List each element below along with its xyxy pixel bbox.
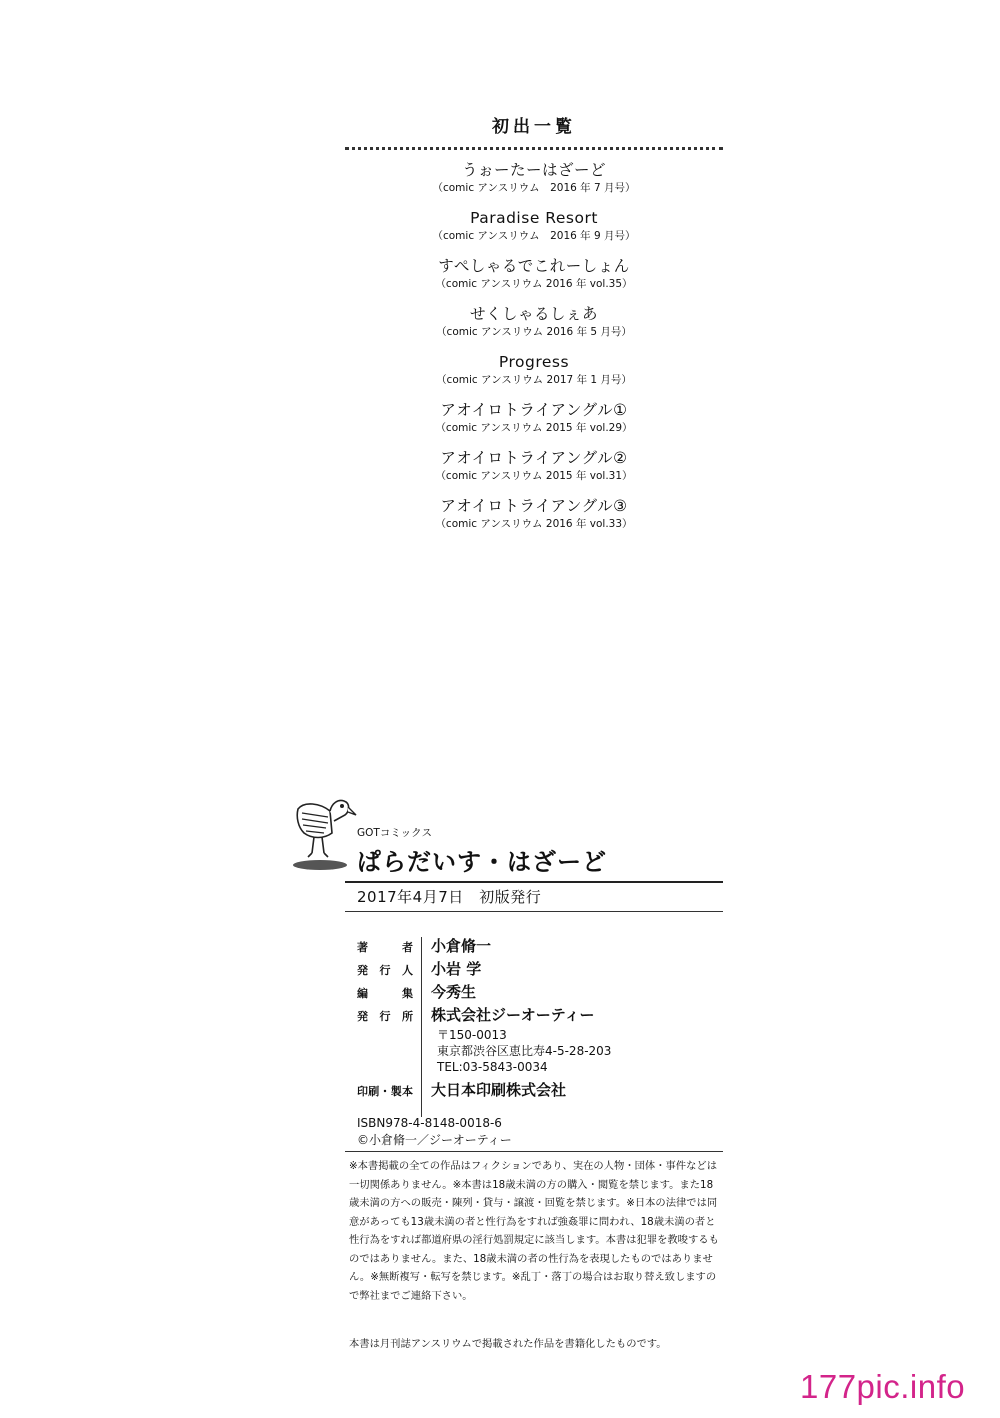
isbn-block xyxy=(357,1115,512,1149)
toc-entry-title: アオイロトライアングル② xyxy=(440,449,628,467)
toc-entry xyxy=(345,160,723,196)
credit-key: 著者 xyxy=(357,941,413,954)
credit-value: 小岩 学 xyxy=(431,960,482,978)
publication-date: 2017年4月7日 初版発行 xyxy=(357,888,542,906)
zip-code: 〒150-0013 xyxy=(437,1028,507,1042)
book-title: ぱらだいす・はざーど xyxy=(357,848,607,876)
toc-section xyxy=(345,112,723,544)
toc-entry-source: （comic アンスリウム 2016 年 7 月号） xyxy=(432,182,636,194)
toc-entry xyxy=(345,256,723,292)
credits-table xyxy=(357,935,717,1102)
street-address: 東京都渋谷区恵比寿4-5-28-203 xyxy=(437,1044,612,1058)
toc-entry-title: アオイロトライアングル③ xyxy=(440,497,628,515)
company-address xyxy=(357,1027,717,1079)
toc-entry-title: Progress xyxy=(498,353,570,371)
toc-entry xyxy=(345,496,723,532)
imprint-label: GOTコミックス xyxy=(357,827,432,839)
credit-value: 小倉脩一 xyxy=(431,937,492,955)
toc-entry xyxy=(345,208,723,244)
credit-row-publisher xyxy=(357,958,717,981)
credit-key: 発行所 xyxy=(357,1010,413,1023)
toc-entry-source: （comic アンスリウム 2015 年 vol.29） xyxy=(435,422,633,434)
toc-entry-title: せくしゃるしぇあ xyxy=(469,305,598,323)
legal-notice: ※本書掲載の全ての作品はフィクションであり、実在の人物・団体・事件などは一切関係ありません。※本書は18歳未満の方の購入・閲覧を禁じます。また18歳未満の方への販売・陳列・貸与・譲渡・回覧を禁じます。※日本の法律では同意があっても13歳未満の者と性行為をすれば強姦罪に問われ、18歳未満の者と性行為をすれば都道府県の淫行処罰規定に該当します。本書は犯罪を教唆するものではありません。また、18歳未満の者の性行為を表現したものではありません。※無断複写・転写を禁じます。※乱丁・落丁の場合はお取り替え致しますので弊社までご連絡下さい。 xyxy=(349,1160,719,1302)
toc-entry-source: （comic アンスリウム 2016 年 vol.35） xyxy=(435,278,633,290)
date-divider xyxy=(345,911,723,912)
title-divider xyxy=(345,881,723,883)
toc-entry-source: （comic アンスリウム 2016 年 5 月号） xyxy=(436,326,632,338)
toc-entry xyxy=(345,304,723,340)
publication-note: 本書は月刊誌アンスリウムで掲載された作品を書籍化したものです。 xyxy=(349,1338,667,1350)
credit-row-printer xyxy=(357,1079,717,1102)
credit-value: 株式会社ジーオーティー xyxy=(431,1006,595,1024)
dotted-divider xyxy=(345,147,723,150)
credit-row-company xyxy=(357,1004,717,1027)
watermark: 177pic.info xyxy=(800,1368,966,1405)
credit-row-editor xyxy=(357,981,717,1004)
toc-entry xyxy=(345,448,723,484)
telephone: TEL:03-5843-0034 xyxy=(437,1060,548,1074)
toc-entry-title: Paradise Resort xyxy=(470,209,598,227)
toc-entry xyxy=(345,352,723,388)
toc-entry-source: （comic アンスリウム 2015 年 vol.31） xyxy=(435,470,633,482)
toc-entry-source: （comic アンスリウム 2016 年 9 月号） xyxy=(432,230,636,242)
toc-entry-title: アオイロトライアングル① xyxy=(440,401,628,419)
copyright: ©小倉脩一／ジーオーティー xyxy=(357,1133,512,1147)
toc-entry-title: すぺしゃるでこれーしょん xyxy=(438,257,630,275)
credit-value: 今秀生 xyxy=(431,983,477,1001)
credit-key: 印刷・製本 xyxy=(357,1085,413,1098)
credit-value: 大日本印刷株式会社 xyxy=(431,1081,567,1099)
isbn: ISBN978-4-8148-0018-6 xyxy=(357,1116,502,1130)
credit-row-author xyxy=(357,935,717,958)
notice-divider xyxy=(345,1151,723,1152)
credit-key: 編集 xyxy=(357,987,413,1000)
toc-entry-title: うぉーたーはざーど xyxy=(461,161,606,179)
toc-entry xyxy=(345,400,723,436)
credit-key: 発行人 xyxy=(357,964,413,977)
toc-entry-source: （comic アンスリウム 2016 年 vol.33） xyxy=(435,518,633,530)
toc-entry-source: （comic アンスリウム 2017 年 1 月号） xyxy=(436,374,632,386)
toc-title: 初出一覧 xyxy=(492,117,576,137)
